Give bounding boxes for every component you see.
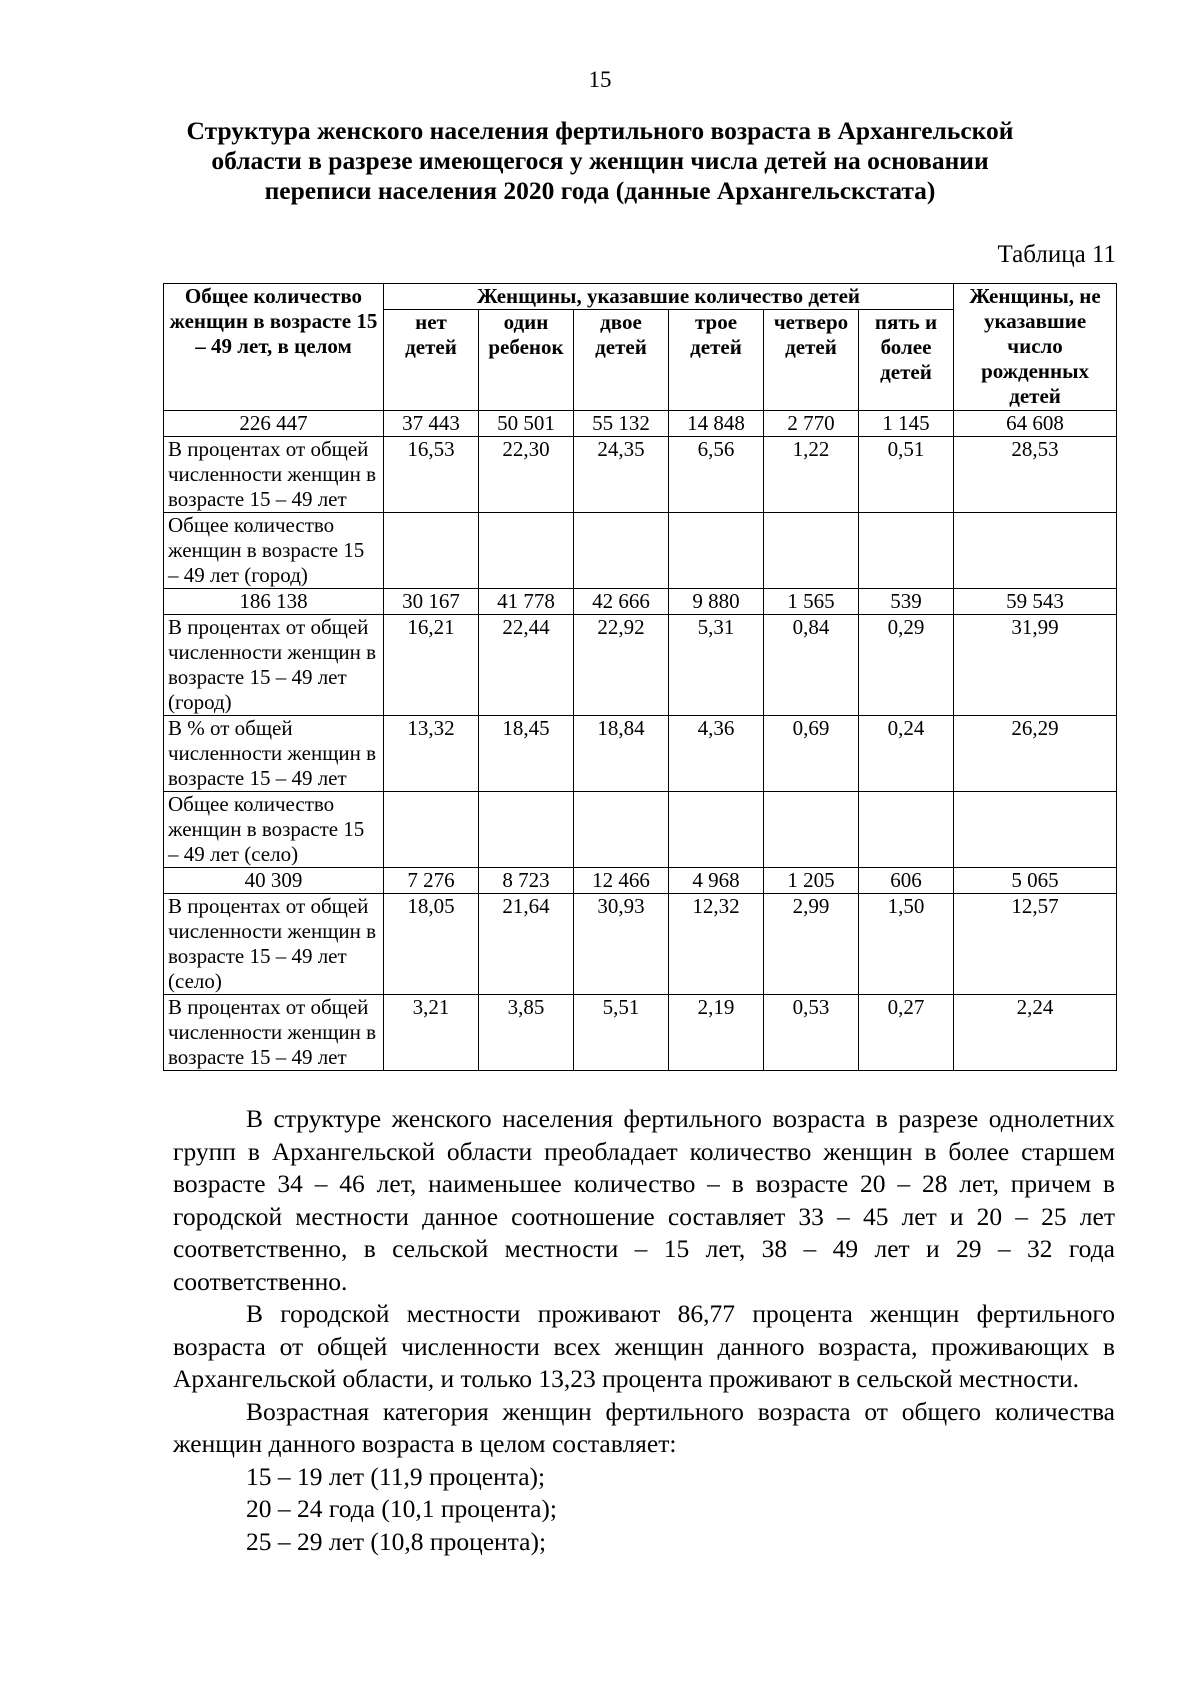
table-cell (384, 513, 479, 589)
table-cell: 16,53 (384, 437, 479, 513)
row-label: В процентах от общей численности женщин в возрасте 15 – 49 лет (село) (164, 894, 384, 995)
table-cell: 0,51 (859, 437, 954, 513)
table-cell: 0,69 (764, 716, 859, 792)
table-cell: 40 309 (164, 868, 384, 894)
table-cell (669, 513, 764, 589)
table-cell: 22,92 (574, 615, 669, 716)
table-row (164, 437, 1117, 513)
data-table (163, 283, 1117, 1071)
table-row (164, 894, 1117, 995)
table-cell: 8 723 (479, 868, 574, 894)
table-cell: 12,32 (669, 894, 764, 995)
row-label: В процентах от общей численности женщин в возрасте 15 – 49 лет (164, 437, 384, 513)
table-cell (764, 792, 859, 868)
table-cell: 16,21 (384, 615, 479, 716)
header-col-4: четверо детей (764, 310, 859, 411)
table-cell: 186 138 (164, 589, 384, 615)
header-col-0: нет детей (384, 310, 479, 411)
table-cell: 1 565 (764, 589, 859, 615)
row-label: В процентах от общей численности женщин в возрасте 15 – 49 лет (город) (164, 615, 384, 716)
table-cell: 1,22 (764, 437, 859, 513)
table-cell: 22,30 (479, 437, 574, 513)
table-cell: 0,53 (764, 995, 859, 1071)
table-cell: 14 848 (669, 411, 764, 437)
list-item: 15 – 19 лет (11,9 процента); (246, 1461, 546, 1491)
table-cell (479, 792, 574, 868)
paragraph: В структуре женского населения фертильного возраста в разрезе однолетних групп в Архангельской области преобладает количество женщин в более старшем возрасте 34 – 46 лет, наименьшее количество – в возрасте 20 – 28 лет, причем в городской местности данное соотношение составляет 33 – 45 лет и 20 – 25 лет соответственно, в сельской местности – 15 лет, 38 – 49 лет и 29 – 32 года соответственно. (173, 1104, 1115, 1296)
table-cell (669, 792, 764, 868)
table-cell: 42 666 (574, 589, 669, 615)
table-cell: 3,85 (479, 995, 574, 1071)
table-cell: 5,31 (669, 615, 764, 716)
table-cell: 24,35 (574, 437, 669, 513)
table-cell (384, 792, 479, 868)
table-cell: 37 443 (384, 411, 479, 437)
table-cell: 64 608 (954, 411, 1117, 437)
table-row (164, 589, 1117, 615)
row-label: Общее количество женщин в возрасте 15 – 49 лет (село) (164, 792, 384, 868)
table-cell: 22,44 (479, 615, 574, 716)
table-cell: 21,64 (479, 894, 574, 995)
table-cell: 18,84 (574, 716, 669, 792)
page-number: 15 (588, 67, 612, 92)
row-label: Общее количество женщин в возрасте 15 – 49 лет (город) (164, 513, 384, 589)
table-cell: 1 145 (859, 411, 954, 437)
table-cell: 18,05 (384, 894, 479, 995)
table-cell: 2 770 (764, 411, 859, 437)
table-cell: 2,99 (764, 894, 859, 995)
header-col-1: один ребенок (479, 310, 574, 411)
table-cell: 2,19 (669, 995, 764, 1071)
header-group: Женщины, указавшие количество детей (384, 284, 954, 310)
table-body (164, 411, 1117, 1071)
body-text (173, 1103, 1115, 1558)
header-col-2: двое детей (574, 310, 669, 411)
header-total: Общее количество женщин в возрасте 15 – 49 лет, в целом (164, 284, 384, 411)
table-cell: 31,99 (954, 615, 1117, 716)
table-cell: 41 778 (479, 589, 574, 615)
table-cell (479, 513, 574, 589)
table-cell: 59 543 (954, 589, 1117, 615)
table-cell: 5 065 (954, 868, 1117, 894)
list-item: 25 – 29 лет (10,8 процента); (246, 1526, 547, 1556)
table-cell: 2,24 (954, 995, 1117, 1071)
table-cell: 226 447 (164, 411, 384, 437)
table-row (164, 411, 1117, 437)
table-cell (859, 513, 954, 589)
table-row (164, 868, 1117, 894)
table-cell: 55 132 (574, 411, 669, 437)
table-cell: 539 (859, 589, 954, 615)
document-title: Структура женского населения фертильного возраста в Архангельской области в разрезе имеющегося у женщин числа детей на основании переписи населения 2020 года (данные Архангельскстата) (186, 116, 1014, 205)
header-not-indicated: Женщины, не указавшие число рожденных детей (954, 284, 1117, 411)
table-cell: 606 (859, 868, 954, 894)
table-cell (954, 792, 1117, 868)
table-label: Таблица 11 (997, 241, 1116, 268)
table-cell: 28,53 (954, 437, 1117, 513)
table-cell (574, 513, 669, 589)
table-cell: 18,45 (479, 716, 574, 792)
table-cell: 7 276 (384, 868, 479, 894)
table-cell: 4 968 (669, 868, 764, 894)
table-cell (764, 513, 859, 589)
table-cell: 0,84 (764, 615, 859, 716)
paragraph: В городской местности проживают 86,77 процента женщин фертильного возраста от общей численности всех женщин данного возраста, проживающих в Архангельской области, и только 13,23 процента проживают в сельской местности. (173, 1299, 1115, 1393)
table-cell (954, 513, 1117, 589)
table-cell: 30 167 (384, 589, 479, 615)
table-cell: 26,29 (954, 716, 1117, 792)
paragraph: Возрастная категория женщин фертильного возраста от общего количества женщин данного возраста в целом составляет: (173, 1396, 1115, 1458)
table-cell (859, 792, 954, 868)
table-row (164, 513, 1117, 589)
table-cell: 30,93 (574, 894, 669, 995)
header-col-3: трое детей (669, 310, 764, 411)
table-cell: 4,36 (669, 716, 764, 792)
table-cell: 6,56 (669, 437, 764, 513)
table-cell: 12 466 (574, 868, 669, 894)
table-cell: 13,32 (384, 716, 479, 792)
table-row (164, 615, 1117, 716)
table-cell: 1,50 (859, 894, 954, 995)
table-cell: 0,27 (859, 995, 954, 1071)
table-cell: 1 205 (764, 868, 859, 894)
header-col-5: пять и более детей (859, 310, 954, 411)
table-row (164, 995, 1117, 1071)
row-label: В процентах от общей численности женщин в возрасте 15 – 49 лет (164, 995, 384, 1071)
row-label: В % от общей численности женщин в возрасте 15 – 49 лет (164, 716, 384, 792)
table-cell: 3,21 (384, 995, 479, 1071)
table-cell: 0,29 (859, 615, 954, 716)
table-row (164, 716, 1117, 792)
table-cell: 5,51 (574, 995, 669, 1071)
table-cell (574, 792, 669, 868)
table-cell: 9 880 (669, 589, 764, 615)
table-cell: 0,24 (859, 716, 954, 792)
table-row (164, 792, 1117, 868)
list-item: 20 – 24 года (10,1 процента); (246, 1494, 557, 1523)
table-cell: 50 501 (479, 411, 574, 437)
table-cell: 12,57 (954, 894, 1117, 995)
